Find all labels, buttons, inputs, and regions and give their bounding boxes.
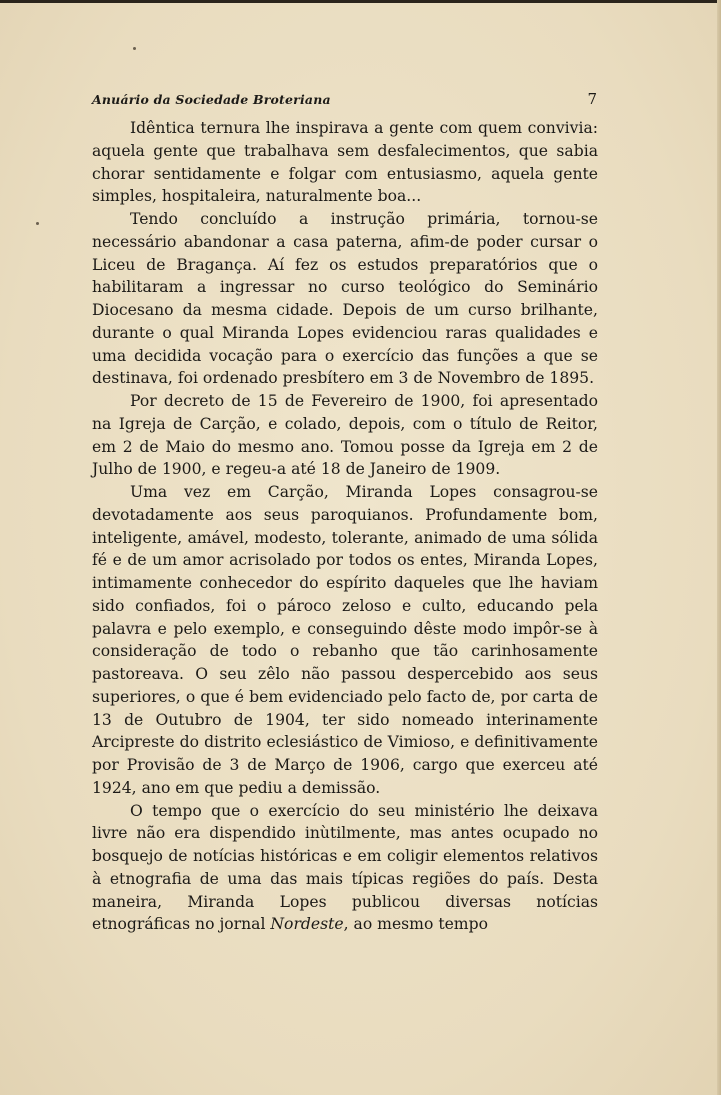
journal-title: Anuário da Sociedade Broteriana [92, 92, 331, 107]
page-top-edge [0, 0, 721, 3]
paper-speck [36, 222, 39, 225]
page-number: 7 [587, 90, 597, 108]
paragraph [92, 800, 598, 937]
paragraph: Por decreto de 15 de Fevereiro de 1900, foi apresentado na Igreja de Carção, e colado, depois, com o título de Reitor, em 2 de Maio do mesmo ano. Tomou posse da Igreja em 2 de Julho de 1900, e regeu-a até 18 de Janeiro de 1909. [92, 392, 598, 479]
page-right-edge [717, 0, 721, 1095]
paragraph-text: O tempo que o exercício do seu ministério lhe deixava livre não era dispendido inùtilmente, mas antes ocupado no bosquejo de notícias históricas e em coligir elementos relativos à etnografia de uma das mais típicas regiões do país. Desta maneira, Miranda Lopes publicou diversas notícias etnográficas no jornal [92, 801, 598, 934]
paragraph: Idêntica ternura lhe inspirava a gente com quem convivia: aquela gente que trabalhava sem desfalecimentos, que sabia chorar sentidamente e folgar com entusiasmo, aquela gente simples, hospitaleira, naturalmente boa... [92, 119, 598, 206]
paper-speck [133, 47, 136, 50]
newspaper-name: Nordeste [270, 915, 344, 934]
paragraph-text: , ao mesmo tempo [343, 915, 488, 934]
article-body [92, 117, 598, 936]
paragraph: Uma vez em Carção, Miranda Lopes consagrou-se devotadamente aos seus paroquianos. Profundamente bom, inteligente, amável, modesto, tolerante, animado de uma sólida fé e de um amor acrisolado por todos os entes, Miranda Lopes, intimamente conhecedor do espírito daqueles que lhe haviam sido confiados, foi o pároco zeloso e culto, educando pela palavra e pelo exemplo, e conseguindo dêste modo impôr-se à consideração de todo o rebanho que tão carinhosamente pastoreava. O seu zêlo não passou despercebido aos seus superiores, o que é bem evidenciado pelo facto de, por carta de 13 de Outubro de 1904, ter sido nomeado interinamente Arcipreste do distrito eclesiástico de Vimioso, e definitivamente por Provisão de 3 de Março de 1906, cargo que exerceu até 1924, ano em que pediu a demissão. [92, 483, 598, 797]
paragraph: Tendo concluído a instrução primária, tornou-se necessário abandonar a casa paterna, afim-de poder cursar o Liceu de Bragança. Aí fez os estudos preparatórios que o habilitaram a ingressar no curso teológico do Seminário Diocesano da mesma cidade. Depois de um curso brilhante, durante o qual Miranda Lopes evidenciou raras qualidades e uma decidida vocação para o exercício das funções a que se destinava, foi ordenado presbítero em 3 de Novembro de 1895. [92, 210, 598, 388]
running-header [92, 90, 599, 110]
